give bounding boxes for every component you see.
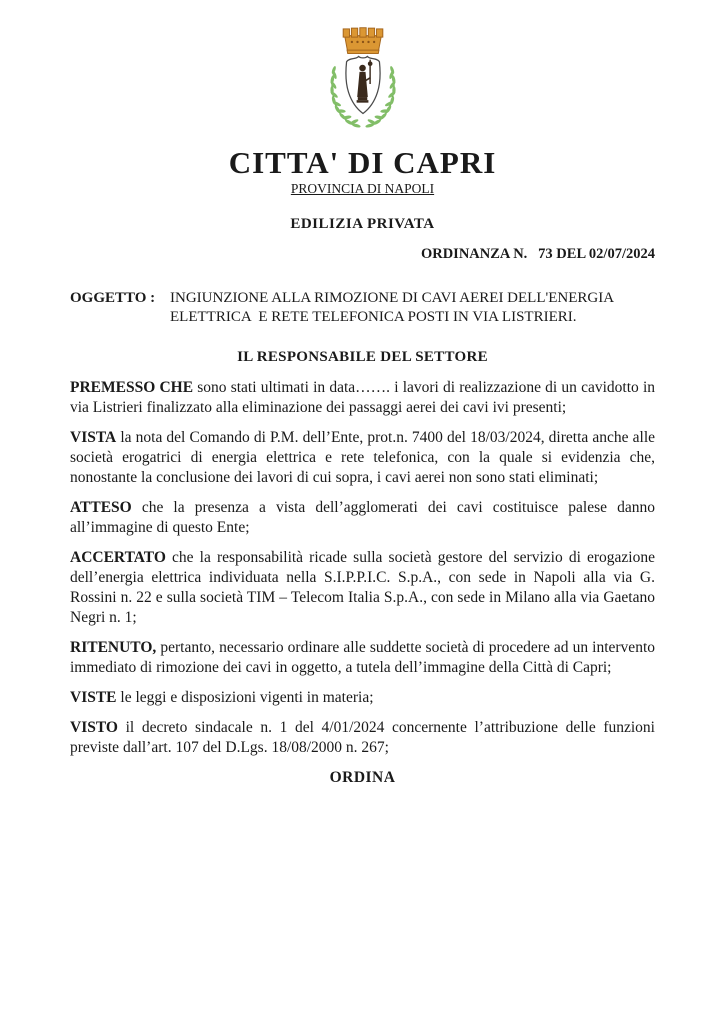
paragraph-text: che la responsabilità ricade sulla società gestore del servizio di erogazione dell’energia elettrica individuata nella S.I.P.P.I.C. S.p.A., con sede in Napoli alla via G. Rossini n. 22 e sulla società TIM – Telecom Italia S.p.A., con sede in Milano alla via Gaetano Negri n. 1; xyxy=(70,549,655,626)
subject-text: INGIUNZIONE ALLA RIMOZIONE DI CAVI AEREI DELL'ENERGIA ELETTRICA E RETE TELEFONICA POSTI IN VIA LISTRIERI. xyxy=(170,290,617,325)
page-title: CITTA' DI CAPRI xyxy=(228,145,497,180)
paragraph-accertato xyxy=(70,548,655,628)
paragraph-lead: PREMESSO CHE xyxy=(70,379,194,396)
paragraph-lead: VISTA xyxy=(70,429,117,446)
city-of-capri-crest xyxy=(314,26,412,142)
paragraph-lead: ATTESO xyxy=(70,499,132,516)
paragraph-atteso xyxy=(70,498,655,538)
subject-label: OGGETTO : xyxy=(70,290,156,306)
paragraph-text: sono stati ultimati in data……. i lavori di realizzazione di un cavidotto in via Listrieri finalizzato alla eliminazione dei passaggi aerei dei cavi ivi presenti; xyxy=(70,379,656,416)
paragraph-viste xyxy=(70,688,655,708)
paragraph-text: pertanto, necessario ordinare alle suddette società di procedere ad un intervento immediato di rimozione dei cavi in oggetto, a tutela dell’immagine della Città di Capri; xyxy=(70,639,655,676)
mural-crown-icon xyxy=(343,28,383,54)
paragraph-text: le leggi e disposizioni vigenti in materia; xyxy=(116,689,374,706)
paragraph-visto xyxy=(70,718,655,758)
department-heading: EDILIZIA PRIVATA xyxy=(290,216,435,232)
paragraph-text: la nota del Comando di P.M. dell’Ente, prot.n. 7400 del 18/03/2024, diretta anche alle società erogatrici di energia elettrica e rete telefonica, con la quale si evidenzia che, nonostante la conclusione dei lavori di cui sopra, i cavi aerei non sono stati eliminati; xyxy=(70,429,655,486)
paragraph-vista xyxy=(70,428,655,488)
ordina-heading: ORDINA xyxy=(329,769,396,786)
responsible-heading: IL RESPONSABILE DEL SETTORE xyxy=(237,349,488,365)
paragraph-ritenuto xyxy=(70,638,655,678)
ordinance-number-line: ORDINANZA N. 73 DEL 02/07/2024 xyxy=(420,246,655,262)
document-body xyxy=(70,378,655,758)
paragraph-text: il decreto sindacale n. 1 del 4/01/2024 concernente l’attribuzione delle funzioni previste dall’art. 107 del D.Lgs. 18/08/2000 n. 267; xyxy=(70,719,655,756)
paragraph-lead: ACCERTATO xyxy=(70,549,166,566)
paragraph-lead: VISTE xyxy=(70,689,117,706)
paragraph-lead: VISTO xyxy=(70,719,118,736)
paragraph-text: che la presenza a vista dell’agglomerati dei cavi costituisce palese danno all’immagine di questo Ente; xyxy=(70,499,655,536)
paragraph-premesso xyxy=(70,378,655,418)
subject-row xyxy=(70,289,655,327)
province-subtitle: PROVINCIA DI NAPOLI xyxy=(290,181,435,196)
paragraph-lead: RITENUTO, xyxy=(70,639,157,656)
